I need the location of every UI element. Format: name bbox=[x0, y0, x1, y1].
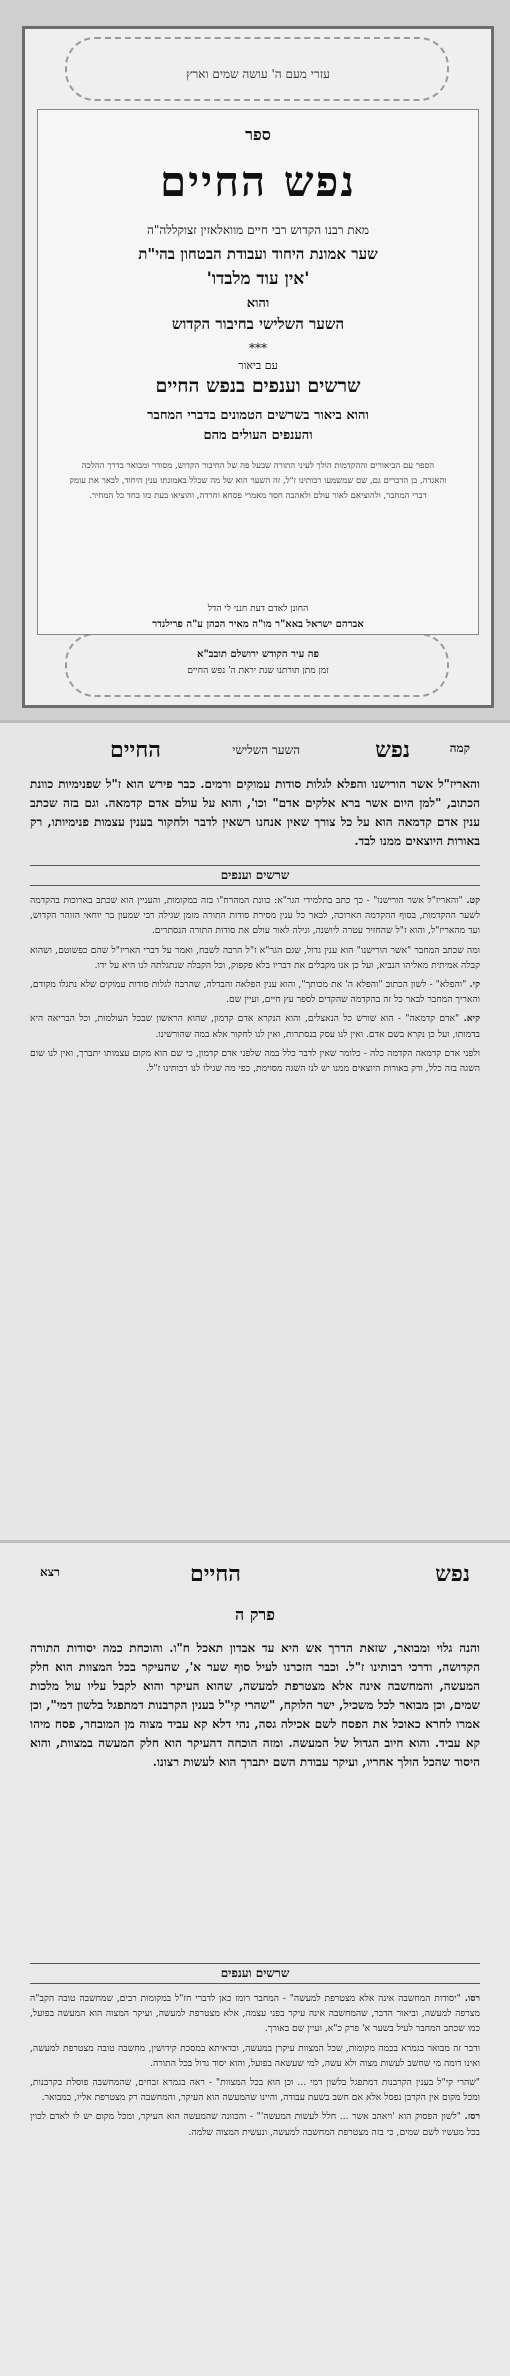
cover-im-biur: עם ביאור bbox=[238, 359, 278, 372]
commentary-paragraph bbox=[30, 2041, 480, 2071]
content-page-2 bbox=[0, 720, 510, 1543]
cover-date: זמן מתן תורתנו שנת יראת ה' נפש החיים bbox=[187, 666, 329, 676]
page2-commentary-divider: שרשים וענפים bbox=[30, 865, 480, 886]
page3-page-number: רצא bbox=[40, 1565, 60, 1579]
commentary-paragraph bbox=[30, 977, 480, 1007]
cover-author: מאת רבנו הקדוש רבי חיים מוואלאזין זצוקללה"ה bbox=[146, 223, 370, 237]
commentary-text: "שהרי קי"ל בענין הקרבנות דמתפגל בלשון דמי ... וכן הוא בכל המצוות" - ראה בגמרא זבחים, שהמחשבה פוסלת בקרבנות, ומכל מקום אין הקרבן נפסל אלא אם חשב בשעת עבודה, והיינו שהמעשה הוא העיקר, והמחשבה רק מצטרפת אליו, כמבואר. bbox=[30, 2077, 480, 2104]
commentary-paragraph bbox=[30, 893, 480, 939]
commentary-paragraph bbox=[30, 2075, 480, 2105]
cover-author-name: אברהם ישראל באא"ר מו"ה מאיר הכהן ע"ה פרילנדר bbox=[152, 619, 364, 630]
cover-stars: *** bbox=[249, 341, 267, 355]
cover-vehu: והוא bbox=[246, 296, 270, 311]
commentary-text: "לשון הפסוק הוא 'ויאהב אשר ... חלל לעשות המעשה'" - והכוונה שהמעשה הוא העיקר, ומכל מקום יש לו לאדם לכוין בכל מעשיו לשם שמים, כי בזה מצטרפת המחשבה למעשה, ונעשית המצוה שלמה. bbox=[30, 2111, 480, 2138]
commentary-label: קט. bbox=[466, 895, 480, 906]
commentary-text: "יסודות המחשבה אינה אלא מצטרפת למעשה" - המחבר רומז כאן לדברי חז"ל במקומות רבים, שמחשבה טובה הקב"ה מצרפה למעשה, וביאור הדבר, שהמחשבה אינה עיקר בפני עצמה, אלא מצטרפת למעשה, ועיקר המצוה הוא המעשה בפועל, כמו שכתב המחבר לעיל בשער א' פרק כ"א, ועיין שם באורך. bbox=[30, 1993, 480, 2035]
page3-title-left: החיים bbox=[190, 1561, 241, 1587]
commentary-paragraph bbox=[30, 1046, 480, 1076]
cover-third-gate: השער השלישי בחיבור הקדוש bbox=[171, 315, 345, 333]
commentary-paragraph bbox=[30, 1011, 480, 1041]
page2-title-right: נפש bbox=[375, 737, 410, 763]
page2-main-text: והאריז"ל אשר הורישנו והפלא לגלות סודות עמוקים ורמים. כבר פירש הוא ז"ל שפנימיות כוונת הכתוב, "למן היום אשר ברא אלקים אדם" וכו', והוא על עולם אדם קדמאה. וגם בזה שכתב ענין אדם קדמאה הוא על כל צורך שאין אנחנו רשאין לדבר ולחקור בענין עצמות פנימיותו, רק באורות היוצאים ממנו לבד. bbox=[30, 777, 480, 848]
cover-sefer: ספר bbox=[245, 125, 271, 144]
commentary-text: ומה שכתב המחבר "אשר הורישנו" הוא ענין גדול, שגם הגר"א ז"ל הרבה לשבח, ואמר על דברי האריז"ל שהם כפשוטם, ושהוא קבלה אמיתית מאליהו הנביא, ועל כן אנו מקבלים את דבריו בלא פקפוק, וכל הקבלה שנתגלתה לנו היא על ידו. bbox=[30, 944, 480, 971]
cover-chonen: החונן לאדם דעת חנני לי הדל bbox=[207, 604, 309, 614]
cover-biur-title: שרשים וענפים בנפש החיים bbox=[155, 375, 361, 397]
commentary-text: ולפני אדם קדמאה הקדמה כלה - כלומר שאין לדבר כלל במה שלפני אדם קדמון, כי שם הוא מקום עצמותו יתברך, ואין לנו שום השגה בזה כלל, ורק באורות היוצאים ממנו יש לנו השגה מסוימת, כפי מה שגילו לנו רבותינו ז"ל. bbox=[30, 1047, 480, 1075]
content-page-3 bbox=[0, 1540, 510, 2376]
page3-title-right: נפש bbox=[435, 1561, 470, 1587]
commentary-text: "והאריז"ל אשר הורישנו" - כך כתב בתלמידי הגר"א: כוונת המהרח"ו בזה במקומות, והעניין הוא שכתב בארוכות בהקדמה לשער ההקדמות, בסוף ההקדמה הארוכה, לבאר כל ענין מסירת סודות התורה מזמן שגילה רבי שמעון בר יוחאי הזוהר הקדוש, ועד מהאריז"ל, והוא ז"ל שהחזיר עטרה ליושנה, וגילה לאור עולם את סודות התורה הנסתרים. bbox=[30, 895, 480, 937]
commentary-paragraph bbox=[30, 1991, 480, 2037]
cover-shaar-line1: שער אמונת היחוד ועבודת הבטחון בהי"ת bbox=[138, 245, 378, 263]
page2-header bbox=[40, 737, 470, 767]
page2-commentary bbox=[30, 893, 480, 1080]
commentary-text: "והפלא" - לשון הכתוב "והפלא ה' את מכותך", והוא ענין הפלאה והבדלה, שהרבה לגלות סודות עמוקים שלא נתגלו מקודם, והאריך המחבר לבאר כל זה בהקדמה שהקדים לספר עץ חיים, ועיין שם. bbox=[30, 979, 480, 1006]
commentary-text: "אדם קדמאה" - הוא שורש כל הנאצלים, והוא הנקרא אדם קדמון, שהוא הראשון שבכל העולמות, וכל הבריאה היא בדמותו, ועל כן נקרא בשם אדם. ואין לנו עסק בנסתרות, ואין לנו לחקור אלא במה שהורשינו. bbox=[30, 1013, 480, 1040]
commentary-label: רסו. bbox=[464, 1993, 481, 2004]
page3-commentary-divider: שרשים וענפים bbox=[30, 1963, 480, 1984]
commentary-label: קי. bbox=[469, 979, 480, 991]
cover-biur-desc2: והענפים העולים מהם bbox=[203, 428, 313, 443]
cover-biur-desc1: והוא ביאור בשרשים הטמונים בדברי המחבר bbox=[147, 408, 369, 423]
cover-prayer: עזרי מעם ה' עושה שמים וארץ bbox=[186, 67, 330, 81]
page3-chapter-heading: פרק ה bbox=[235, 1605, 275, 1624]
page2-title-left: החיים bbox=[110, 737, 161, 763]
commentary-label: קיא. bbox=[463, 1013, 481, 1025]
page2-title-center: השער השלישי bbox=[232, 743, 300, 757]
cover-shaar-line2: 'אין עוד מלבדו' bbox=[206, 269, 310, 289]
page3-main-text: והנה גלוי ומבואר, שזאת הדרך אש היא עד אבדון תאכל ח"ו. והוכחת כמה יסודות התורה הקדושה, ודרכי רבותינו ז"ל. וכבר הזכרנו לעיל סוף שער א', שהעיקר בכל המצוות הוא חלק המעשה, והמחשבה אינה אלא מצטרפת למעשה, שהוא העיקר והוא לקבל עליו עול מלכות שמים, וכן מבואר לכל משכיל, ישר הלוקח, "שהרי קי"ל בענין הקרבנות דמתפגל בלשון דמי", וכן אמרו לחרא כאוכל את הפסח לשם אכילה גסה, נהי דלא קא עביד מצוה מן המובחר, פסח מיהו קא עביד. והוא חיוב הגדול של המעשה. ומזה הוכחה דהעיקר הוא חלק המעשה במצוות, והוא היסוד שהכל הולך אחריו, ועיקר עבודת השם יתברך הוא לעשות רצונו. bbox=[30, 1641, 480, 1769]
cover-title: נפש החיים bbox=[159, 157, 357, 206]
commentary-paragraph bbox=[30, 943, 480, 973]
commentary-label: רסז. bbox=[464, 2111, 480, 2123]
page3-header bbox=[40, 1561, 470, 1591]
cover-page bbox=[0, 0, 510, 720]
cover-place: פה עיר הקודש ירושלם תובב"א bbox=[197, 649, 319, 660]
commentary-text: ודבר זה מבואר בגמרא בכמה מקומות, שכל המצוות עיקרן במעשה, וכדאיתא במסכת קידושין, מחשבה טובה מצטרפת למעשה, ואינו דומה מי שחשב לעשות מצוה ולא עשה, למי שעשאה בפועל, והוא יסוד גדול בכל התורה. bbox=[30, 2042, 480, 2069]
page2-page-number: קמה bbox=[449, 741, 470, 755]
commentary-paragraph bbox=[30, 2109, 480, 2139]
cover-description: הספר עם הביאורים וההקדמות הולך לעיני התורה שבעל פה של החיבור הקדוש, מסודר ומבואר בדרך ההלכה והאגדה, בן הדברים גם, שם שמשמעו רבותינו ז"ל, זה השער הוא של מה שכלל באמונתו ענין היחוד, לבאר את עומק דברי המחבר, ולהוציאם לאור עולם ולאהבה חסד מאמרי פסחא וחרדה, והוציאו בעת כזו בחד כל המחיר. bbox=[69, 461, 447, 501]
cover-frame bbox=[22, 26, 494, 708]
page3-commentary bbox=[30, 1991, 480, 2144]
